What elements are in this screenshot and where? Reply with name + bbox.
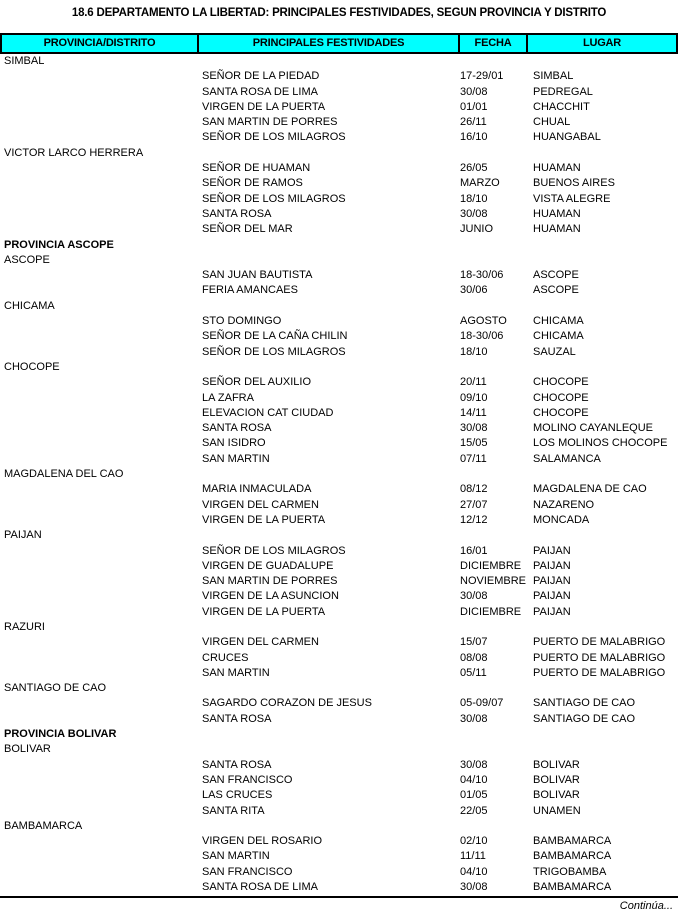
lugar-cell: PEDREGAL (533, 85, 593, 98)
lugar-cell: ASCOPE (533, 284, 579, 297)
province-row (0, 727, 678, 742)
festival-row (0, 130, 678, 145)
fecha-cell: 15/07 (460, 636, 488, 649)
festividad-cell: VIRGEN DE LA PUERTA (202, 513, 326, 526)
festividad-cell: VIRGEN DEL CARMEN (202, 636, 319, 649)
lugar-cell: PAIJAN (533, 559, 571, 572)
festival-row (0, 849, 678, 864)
fecha-cell: 04/10 (460, 865, 488, 878)
festival-row (0, 559, 678, 574)
festividad-cell: SEÑOR DE LOS MILAGROS (202, 345, 346, 358)
festival-row (0, 314, 678, 329)
festival-row (0, 605, 678, 620)
district-label: ASCOPE (4, 253, 50, 266)
lugar-cell: PAIJAN (533, 590, 571, 603)
lugar-cell: CHOCOPE (533, 406, 589, 419)
lugar-cell: PAIJAN (533, 544, 571, 557)
festival-row (0, 574, 678, 589)
lugar-cell: CHOCOPE (533, 376, 589, 389)
festival-row (0, 421, 678, 436)
festival-row (0, 161, 678, 176)
fecha-cell: 30/08 (460, 881, 488, 894)
festividad-cell: CRUCES (202, 651, 249, 664)
province-label: PROVINCIA ASCOPE (4, 238, 114, 251)
festividad-cell: SEÑOR DE LA PIEDAD (202, 70, 320, 83)
festival-row (0, 666, 678, 681)
festival-row (0, 880, 678, 895)
festividad-cell: SANTA RITA (202, 804, 265, 817)
festividad-cell: SAN JUAN BAUTISTA (202, 269, 313, 282)
festival-row (0, 192, 678, 207)
festival-row (0, 345, 678, 360)
fecha-cell: 12/12 (460, 513, 488, 526)
festival-row (0, 406, 678, 421)
fecha-cell: 05/11 (460, 666, 487, 679)
district-label: CHOCOPE (4, 360, 60, 373)
lugar-cell: PAIJAN (533, 605, 571, 618)
fecha-cell: 05-09/07 (460, 697, 504, 710)
lugar-cell: MOLINO CAYANLEQUE (533, 422, 654, 435)
festividad-cell: VIRGEN DE LA ASUNCION (202, 590, 339, 603)
festival-row (0, 176, 678, 191)
festividad-cell: SANTA ROSA DE LIMA (202, 85, 318, 98)
district-label: VICTOR LARCO HERRERA (4, 146, 144, 159)
table-header (0, 33, 678, 54)
province-label: PROVINCIA BOLIVAR (4, 728, 117, 741)
district-label: PAIJAN (4, 529, 42, 542)
festividad-cell: SANTA ROSA (202, 422, 272, 435)
festividad-cell: MARIA INMACULADA (202, 483, 312, 496)
page-title: 18.6 DEPARTAMENTO LA LIBERTAD: PRINCIPALES FESTIVIDADES, SEGUN PROVINCIA Y DISTRITO (71, 7, 607, 19)
district-row (0, 146, 678, 161)
lugar-cell: BUENOS AIRES (533, 177, 615, 190)
column-header-provincia-distrito: PROVINCIA/DISTRITO (43, 37, 156, 49)
lugar-cell: CHICAMA (533, 315, 584, 328)
festividad-cell: SAN FRANCISCO (202, 865, 293, 878)
festival-row (0, 788, 678, 803)
fecha-cell: 30/08 (460, 207, 488, 220)
lugar-cell: NAZARENO (533, 498, 595, 511)
festival-row (0, 283, 678, 298)
lugar-cell: LOS MOLINOS CHOCOPE (533, 437, 668, 450)
festividad-cell: ELEVACION CAT CIUDAD (202, 406, 334, 419)
festival-row (0, 85, 678, 100)
fecha-cell: 02/10 (460, 835, 488, 848)
fecha-cell: 01/05 (460, 789, 488, 802)
festividad-cell: VIRGEN DE GUADALUPE (202, 559, 334, 572)
fecha-cell: 07/11 (460, 452, 487, 465)
district-label: RAZURI (4, 620, 45, 633)
festival-row (0, 115, 678, 130)
festividad-cell: SAN FRANCISCO (202, 773, 293, 786)
festival-row (0, 69, 678, 84)
festival-row (0, 100, 678, 115)
lugar-cell: HUAMAN (533, 207, 581, 220)
festival-row (0, 804, 678, 819)
column-header-lugar: LUGAR (526, 35, 676, 52)
fecha-cell: 30/08 (460, 85, 488, 98)
festival-row (0, 758, 678, 773)
lugar-cell: UNAMEN (533, 804, 581, 817)
festival-row (0, 268, 678, 283)
district-row (0, 253, 678, 268)
festividad-cell: VIRGEN DEL CARMEN (202, 498, 319, 511)
lugar-cell: BOLIVAR (533, 758, 580, 771)
festival-row (0, 712, 678, 727)
fecha-cell: 30/08 (460, 422, 488, 435)
festividad-cell: FERIA AMANCAES (202, 284, 298, 297)
lugar-cell: PAIJAN (533, 575, 571, 588)
festival-row (0, 436, 678, 451)
festividad-cell: SANTA ROSA DE LIMA (202, 881, 318, 894)
fecha-cell: 18/10 (460, 192, 488, 205)
fecha-cell: 30/08 (460, 590, 488, 603)
festividad-cell: SEÑOR DE LOS MILAGROS (202, 544, 346, 557)
festival-row (0, 773, 678, 788)
festividad-cell: SAN MARTIN (202, 850, 270, 863)
fecha-cell: 18/10 (460, 345, 488, 358)
column-header-principales-festividades: PRINCIPALES FESTIVIDADES (197, 35, 458, 52)
fecha-cell: DICIEMBRE (460, 559, 522, 572)
fecha-cell: 18-30/06 (460, 330, 504, 343)
festividad-cell: SANTA ROSA (202, 712, 272, 725)
lugar-cell: BAMBAMARCA (533, 850, 612, 863)
lugar-cell: CHUAL (533, 116, 571, 129)
festividad-cell: VIRGEN DE LA PUERTA (202, 605, 326, 618)
festival-row (0, 222, 678, 237)
lugar-cell: PUERTO DE MALABRIGO (533, 636, 666, 649)
fecha-cell: 30/06 (460, 284, 488, 297)
fecha-cell: 20/11 (460, 376, 487, 389)
lugar-cell: SANTIAGO DE CAO (533, 712, 636, 725)
fecha-cell: 04/10 (460, 773, 488, 786)
fecha-cell: 30/08 (460, 712, 488, 725)
festival-row (0, 651, 678, 666)
district-row (0, 299, 678, 314)
festival-row (0, 482, 678, 497)
lugar-cell: BAMBAMARCA (533, 881, 612, 894)
district-row (0, 467, 678, 482)
lugar-cell: HUAMAN (533, 223, 581, 236)
festival-row (0, 375, 678, 390)
festividad-cell: SAN MARTIN (202, 452, 270, 465)
fecha-cell: 18-30/06 (460, 269, 504, 282)
fecha-cell: DICIEMBRE (460, 605, 522, 618)
fecha-cell: 16/10 (460, 131, 488, 144)
fecha-cell: JUNIO (460, 223, 493, 236)
continua-note: Continúa... (619, 900, 673, 913)
festival-row (0, 329, 678, 344)
fecha-cell: 26/11 (460, 116, 487, 129)
district-label: BOLIVAR (4, 743, 51, 756)
fecha-cell: 01/01 (460, 100, 488, 113)
district-row (0, 742, 678, 757)
festividad-cell: SEÑOR DE LOS MILAGROS (202, 192, 346, 205)
district-row (0, 819, 678, 834)
fecha-cell: 11/11 (460, 850, 486, 863)
festividad-cell: SEÑOR DE LOS MILAGROS (202, 131, 346, 144)
lugar-cell: MAGDALENA DE CAO (533, 483, 647, 496)
fecha-cell: AGOSTO (460, 315, 507, 328)
festival-row (0, 544, 678, 559)
fecha-cell: 17-29/01 (460, 70, 504, 83)
festividad-cell: SEÑOR DE HUAMAN (202, 162, 311, 175)
festividad-cell: SEÑOR DE LA CAÑA CHILIN (202, 330, 348, 343)
festival-row (0, 498, 678, 513)
fecha-cell: 08/08 (460, 651, 488, 664)
fecha-cell: 15/05 (460, 437, 488, 450)
festividad-cell: SEÑOR DE RAMOS (202, 177, 303, 190)
festival-row (0, 865, 678, 880)
district-label: SIMBAL (4, 55, 45, 67)
lugar-cell: PUERTO DE MALABRIGO (533, 666, 666, 679)
festival-row (0, 207, 678, 222)
district-label: CHICAMA (4, 299, 55, 312)
festividad-cell: SANTA ROSA (202, 758, 272, 771)
festividad-cell: SEÑOR DEL MAR (202, 223, 293, 236)
lugar-cell: SALAMANCA (533, 452, 601, 465)
district-row (0, 681, 678, 696)
district-row (0, 620, 678, 635)
lugar-cell: BOLIVAR (533, 789, 580, 802)
festividad-cell: SAN MARTIN DE PORRES (202, 575, 338, 588)
lugar-cell: BAMBAMARCA (533, 835, 612, 848)
festival-row (0, 696, 678, 711)
lugar-cell: BOLIVAR (533, 773, 580, 786)
lugar-cell: VISTA ALEGRE (533, 192, 611, 205)
festival-row (0, 391, 678, 406)
festividad-cell: SAN ISIDRO (202, 437, 266, 450)
lugar-cell: PUERTO DE MALABRIGO (533, 651, 666, 664)
lugar-cell: HUAMAN (533, 162, 581, 175)
lugar-cell: SAUZAL (533, 345, 576, 358)
fecha-cell: 22/05 (460, 804, 488, 817)
festividad-cell: VIRGEN DEL ROSARIO (202, 835, 323, 848)
fecha-cell: 27/07 (460, 498, 488, 511)
lugar-cell: SIMBAL (533, 70, 574, 83)
fecha-cell: MARZO (460, 177, 500, 190)
fecha-cell: 16/01 (460, 544, 488, 557)
festividad-cell: SEÑOR DEL AUXILIO (202, 376, 312, 389)
column-header-fecha: FECHA (458, 35, 526, 52)
festividad-cell: LA ZAFRA (202, 391, 254, 404)
fecha-cell: 30/08 (460, 758, 488, 771)
district-label: BAMBAMARCA (4, 819, 83, 832)
lugar-cell: ASCOPE (533, 269, 579, 282)
fecha-cell: 09/10 (460, 391, 488, 404)
festividad-cell: VIRGEN DE LA PUERTA (202, 100, 326, 113)
lugar-cell: CHOCOPE (533, 391, 589, 404)
lugar-cell: TRIGOBAMBA (533, 865, 607, 878)
festival-row (0, 635, 678, 650)
district-row (0, 54, 678, 69)
festividad-cell: SANTA ROSA (202, 207, 272, 220)
festividad-cell: SAN MARTIN DE PORRES (202, 116, 338, 129)
lugar-cell: SANTIAGO DE CAO (533, 697, 636, 710)
festividad-cell: SAGARDO CORAZON DE JESUS (202, 697, 372, 710)
district-label: MAGDALENA DEL CAO (4, 468, 124, 481)
fecha-cell: 14/11 (460, 406, 487, 419)
festival-row (0, 589, 678, 604)
fecha-cell: 08/12 (460, 483, 488, 496)
festival-row (0, 513, 678, 528)
lugar-cell: CHACCHIT (533, 100, 590, 113)
lugar-cell: MONCADA (533, 513, 590, 526)
festival-row (0, 452, 678, 467)
festival-row (0, 834, 678, 849)
lugar-cell: HUANGABAL (533, 131, 601, 144)
district-label: SANTIAGO DE CAO (4, 682, 107, 695)
lugar-cell: CHICAMA (533, 330, 584, 343)
district-row (0, 360, 678, 375)
table-body (0, 54, 678, 895)
festividad-cell: STO DOMINGO (202, 315, 282, 328)
fecha-cell: NOVIEMBRE (460, 575, 527, 588)
festividad-cell: SAN MARTIN (202, 666, 270, 679)
fecha-cell: 26/05 (460, 162, 488, 175)
province-row (0, 238, 678, 253)
district-row (0, 528, 678, 543)
festividad-cell: LAS CRUCES (202, 789, 273, 802)
